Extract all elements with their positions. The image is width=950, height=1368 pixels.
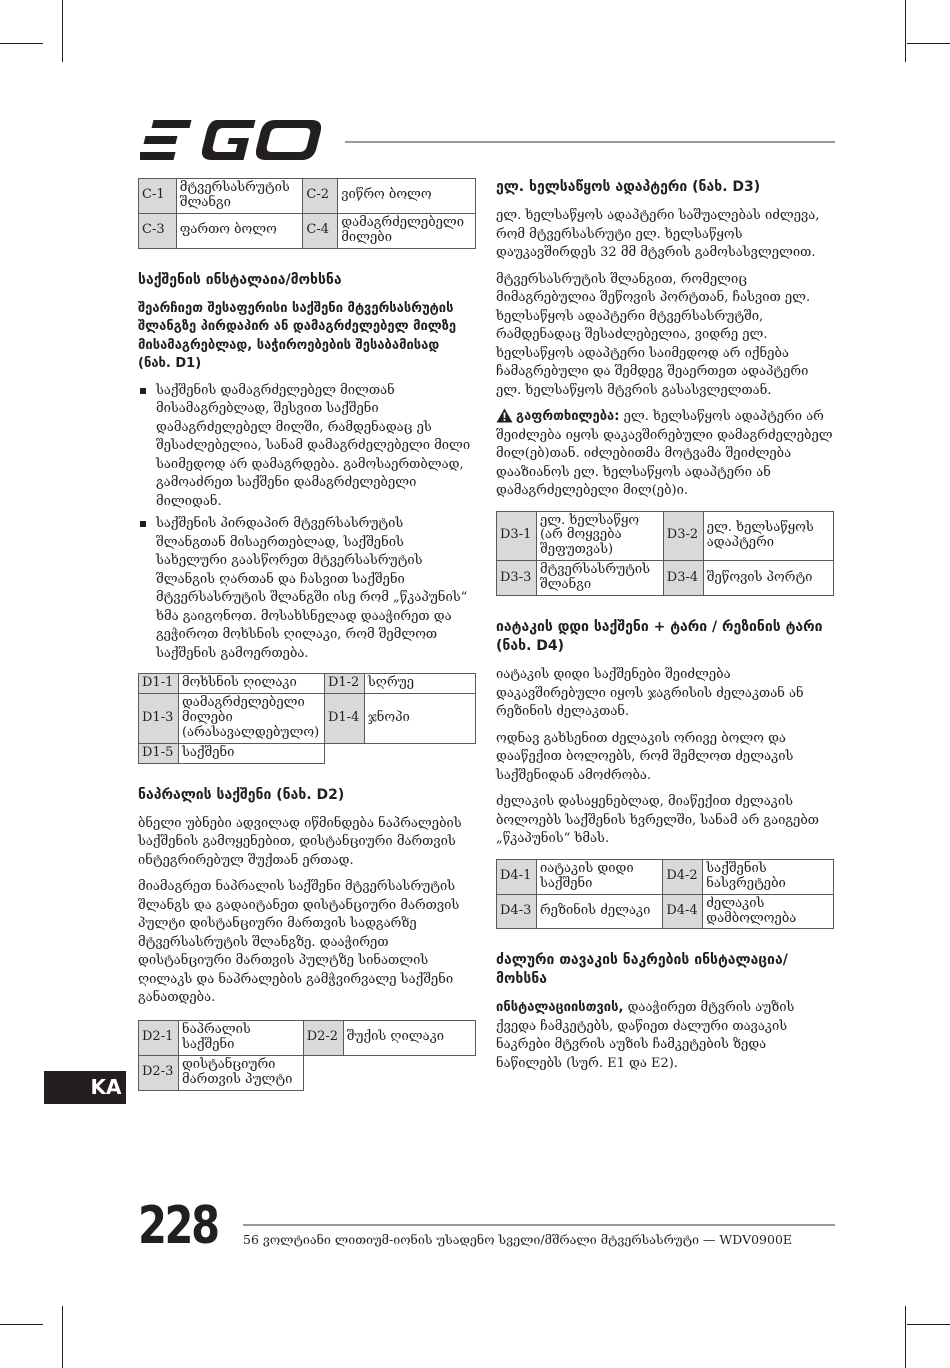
bullet-square-icon (140, 521, 146, 527)
legend-text: დისტანციური მართვის პულტი (178, 1055, 303, 1090)
section-heading-nozzle-install: საქშენის ინსტალაია/მოხსნა (138, 271, 342, 288)
section-lead: შეარჩიეთ შესაფერისი საქშენი მტვერსასრუტის შლანგზე პირდაპირ ან დამაგრძელებელ მილზე მისამაგრებლად, საჭიროებების შესაბამისად (ნახ. D1) (138, 300, 457, 372)
paragraph (496, 999, 834, 1073)
legend-code: D4-2 (663, 859, 703, 894)
paragraph: ძელაკის დასაყენებლად, მიაწექით ძელაკის ბოლოებს საქშენის ხვრელში, სანამ არ გაიგებთ „წკაპუნის“ ხმას. (496, 794, 819, 847)
paragraph: ელ. ხელსაწყოს ადაპტერი საშუალებას იძლევა, რომ მტვერსასრუტი ელ. ხელსაწყოს დაუკავშირდეს 32 მმ მტვრის გამოსასვლელით. (496, 208, 820, 260)
legend-code: D4-3 (497, 894, 537, 929)
legend-code: D2-3 (139, 1055, 179, 1090)
legend-code: D3-2 (663, 511, 703, 561)
warning-label: გაფრთხილება: (516, 409, 620, 424)
legend-text: ფართო ბოლო (176, 213, 303, 248)
legend-text: მტვერსასრუტის შლანგი (536, 561, 663, 596)
legend-code: D4-4 (663, 894, 703, 929)
left-column (138, 178, 476, 1113)
empty-cell (324, 744, 475, 764)
legend-text: შეწოვის პორტი (703, 561, 833, 596)
table-row (139, 694, 476, 744)
legend-code: C-1 (139, 179, 177, 214)
section-heading-crevice-nozzle: ნაპრალის საქშენი (ნახ. D2) (138, 786, 345, 803)
table-row (497, 511, 834, 561)
legend-text: საქშენი (178, 744, 324, 764)
legend-code: D1-2 (324, 674, 364, 694)
crop-mark (62, 1306, 63, 1368)
figure-d4-legend-table (496, 859, 834, 930)
crop-mark (0, 43, 43, 44)
paragraph: იატაკის დიდი საქშენები შეიძლება დაკავშირებული იყოს ჯაგრისის ძელაკთან ან რეზინის ძელაკთან. (496, 667, 804, 720)
legend-code: D2-1 (139, 1020, 179, 1055)
figure-d1-legend-table (138, 673, 476, 764)
table-row (139, 179, 476, 214)
legend-text: რეზინის ძელაკი (536, 894, 662, 929)
legend-code: D3-3 (497, 561, 537, 596)
table-row (497, 859, 834, 894)
legend-text: დამაგრძელებელი მილები (338, 213, 476, 248)
legend-code: D4-1 (497, 859, 537, 894)
legend-text: ნაპრალის საქშენი (178, 1020, 303, 1055)
crop-mark (907, 1324, 950, 1325)
install-steps-list (138, 382, 476, 664)
paragraph: მტვერსასრუტის შლანგით, რომელიც მიმაგრებულია შეწოვის პორტთან, ჩასვით ელ. ხელსაწყოს ადაპტერი მტვერსასრუტში, რამდენადაც შესაძლებელია, ვიდრე ელ. ხელსაწყოს ადაპტერი საიმედოდ არ იქნება ჩამაგრებული და შემდეგ შეაერთეთ ადაპტერი ელ. ხელსაწყოს მტვრის გასასვლელთან. (496, 271, 811, 398)
legend-text: მოხსნის ღილაკი (178, 674, 324, 694)
table-row (139, 674, 476, 694)
legend-code: C-4 (303, 213, 338, 248)
crop-mark (62, 0, 63, 62)
language-code: KA (90, 1075, 122, 1099)
list-item-text: საქშენის დამაგრძელებელ მილთან მისამაგრებლად, შესვით საქშენი დამაგრძელებელ მილში, რამდენადაც ეს შესაძლებელია, სანამ დამაგრძელებელი მილი საიმედოდ არ დამაგრდება. გამოსაერთბლად, გამოაძრეთ საქშენი დამაგრძელებელი მილიდან. (156, 382, 471, 509)
list-item (138, 382, 476, 512)
legend-text: მტვერსასრუტის შლანგი (176, 179, 303, 214)
legend-code: D1-1 (139, 674, 179, 694)
header-rule (345, 141, 835, 143)
crop-mark (905, 0, 906, 62)
legend-text: საქშენის ნასვრეტები (703, 859, 834, 894)
legend-text: იატაკის დიდი საქშენი (536, 859, 662, 894)
warning-paragraph (496, 408, 834, 501)
right-column (496, 178, 834, 1081)
legend-code: D1-3 (139, 694, 179, 744)
table-row (139, 744, 476, 764)
footer-product-title: 56 ვოლტიანი ლითიუმ-იონის უსადენო სველი/მშრალი მტვერსასრუტი — WDV0900E (243, 1232, 793, 1247)
warning-triangle-icon (496, 408, 513, 423)
figure-d3-legend-table (496, 511, 834, 597)
legend-text: ელ. ხელსაწყო (არ მოყვება შეფუთვას) (536, 511, 663, 561)
table-row (139, 213, 476, 248)
section-heading-floor-nozzle: იატაკის დდი საქშენი + ტარი / რეზინის ტარი (ნახ. D4) (496, 619, 823, 655)
ego-logo (140, 118, 326, 162)
legend-code: D3-1 (497, 511, 537, 561)
crop-mark (907, 43, 950, 44)
legend-code: D3-4 (663, 561, 703, 596)
section-heading-brush-kit: ძალური თავაკის ნაკრების ინსტალაცია/ მოხსნა (496, 952, 788, 988)
paragraph: ოდნავ გახსენით ძელაკის ორივე ბოლო და დააწექით ბოლოებს, რომ შემლოთ ძელაკის საქშენიდან ამოძრობა. (496, 730, 794, 783)
legend-code: D1-5 (139, 744, 179, 764)
bullet-square-icon (140, 388, 146, 394)
footer-rule (243, 1224, 835, 1226)
page-number: 228 (138, 1196, 218, 1256)
legend-code: D2-2 (303, 1020, 343, 1055)
paragraph: მიამაგრეთ ნაპრალის საქშენი მტვერსასრუტის შლანგს და გადაიტანეთ დისტანციური მართვის პულტი დისტანციური მართვის სადგარზე მტვერსასრუტის შლანგზე. დააჭირეთ დისტანციური მართვის პულტზე სინათლის ღილაკს და ნაპრალების გამჭვირვალე საქშენი განათდება. (138, 879, 460, 1006)
legend-code: C-3 (139, 213, 177, 248)
legend-text: სღრუე (364, 674, 475, 694)
crop-mark (905, 1306, 906, 1368)
section-heading-tool-adapter: ელ. ხელსაწყოს ადაპტერი (ნახ. D3) (496, 179, 761, 195)
legend-code: C-2 (303, 179, 338, 214)
legend-text: ვიწრო ბოლო (338, 179, 476, 214)
warning-text: ელ. ხელსაწყოს ადაპტერი არ შეიძლება იყოს დაკავშირებული დამაგრძელებელ მილ(ებ)თან. იძლებითმა მოტვამა შეიძლება დააზიანოს ელ. ხელსაწყოს ადაპტერი ან დამაგრძელებელი მილ(ებ)ი. (496, 409, 833, 498)
legend-text: ელ. ხელსაწყოს ადაპტერი (703, 511, 833, 561)
paragraph-lead-bold: ინსტალაციისთვის, (496, 1000, 624, 1016)
paragraph-text: დააჭირეთ მტვრის აუზის ქვედა ჩამკეტებს, დაწიეთ ძალური თავაკის ნაკრები მტვრის აუზის ჩამკეტების ზედა ნაწილებს (სურ. E1 და E2). (496, 1000, 795, 1071)
legend-text: შუქის ღილაკი (343, 1020, 475, 1055)
legend-text: დამაგრძელებელი მილები (არასავალდებულო) (178, 694, 324, 744)
figure-d2-legend-table (138, 1020, 476, 1091)
table-row (497, 894, 834, 929)
table-row (139, 1055, 476, 1090)
crop-mark (0, 1324, 43, 1325)
empty-cell (303, 1055, 475, 1090)
figure-c-legend-table (138, 178, 476, 249)
legend-text: ძელაკის დამბოლოება (703, 894, 834, 929)
legend-text: ჯნოპი (364, 694, 475, 744)
table-row (139, 1020, 476, 1055)
table-row (497, 561, 834, 596)
list-item-text: საქშენის პირდაპირ მტვერსასრუტის შლანგთან მისაერთებლად, საქშენის სახელური გაასწორეთ მტვერსასრუტის შლანგის ღართან და ჩასვით საქშენი მტვერსასრუტის შლანგში ისე რომ „წკაპუნის“ ხმა გაიგონოთ. მოსახსნელად დააჭირეთ და გეჭიროთ მოხსნის ღილაკი, რომ შემლოთ საქშენის გამოერთება. (156, 516, 468, 661)
legend-code: D1-4 (324, 694, 364, 744)
paragraph: ბნელი უბნები ადვილად იწმინდება ნაპრალების საქშენის გამოყენებით, დისტანციური მართვის ინტეგრირებულ შუქთან ერთად. (138, 815, 462, 868)
list-item (138, 515, 476, 663)
language-tab (44, 1071, 126, 1104)
